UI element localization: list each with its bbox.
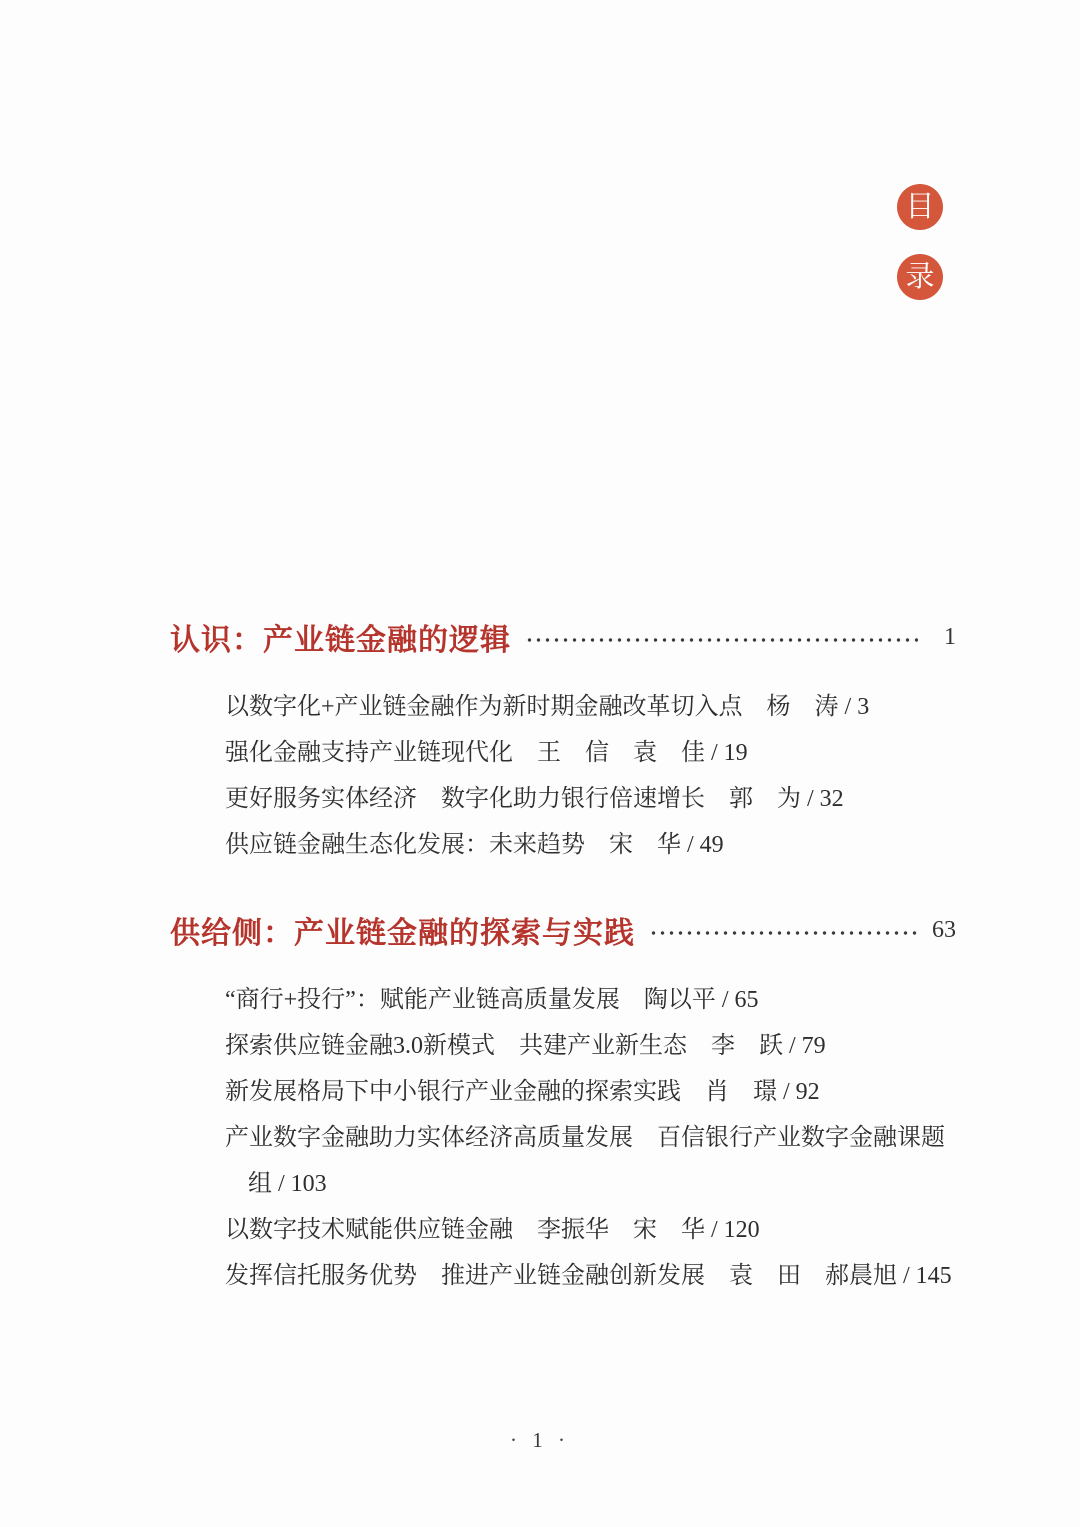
toc-entry: 以数字技术赋能供应链金融 李振华 宋 华 / 120 (225, 1217, 760, 1243)
section-page-number: 1 (944, 623, 956, 650)
toc-entry: 发挥信托服务优势 推进产业链金融创新发展 袁 田 郝晨旭 / 145 (225, 1263, 952, 1289)
toc-entry: “商行+投行”：赋能产业链高质量发展 陶以平 / 65 (225, 987, 759, 1013)
toc-entry: 探索供应链金融3.0新模式 共建产业新生态 李 跃 / 79 (225, 1033, 826, 1059)
toc-entry: 产业数字金融助力实体经济高质量发展 百信银行产业数字金融课题组 / 103 (225, 1125, 945, 1197)
section-page-number: 63 (932, 916, 956, 943)
footer-page-number: · 1 · (510, 1428, 570, 1452)
toc-entry: 新发展格局下中小银行产业金融的探索实践 肖 璟 / 92 (225, 1079, 820, 1105)
toc-section (170, 615, 956, 868)
toc-entry: 以数字化+产业链金融作为新时期金融改革切入点 杨 涛 / 3 (225, 694, 870, 720)
toc-entry: 强化金融支持产业链现代化 王 信 袁 佳 / 19 (225, 740, 748, 766)
section-title: 认识：产业链金融的逻辑 (170, 624, 511, 657)
dotted-leader (525, 638, 918, 642)
section-entries (225, 977, 956, 1299)
section-entries (225, 684, 956, 868)
toc-badge-circle-mu: 目 (897, 184, 943, 230)
toc-section (170, 908, 956, 1299)
toc-list (170, 615, 956, 1299)
toc-entry: 供应链金融生态化发展：未来趋势 宋 华 / 49 (225, 832, 724, 858)
dotted-leader (649, 931, 918, 935)
section-title: 供给侧：产业链金融的探索与实践 (170, 917, 635, 950)
toc-badge-circle-lu: 录 (897, 254, 943, 300)
toc-entry: 更好服务实体经济 数字化助力银行倍速增长 郭 为 / 32 (225, 786, 844, 812)
section-header-row (170, 908, 956, 952)
section-header-row (170, 615, 956, 659)
toc-title-badge (897, 184, 943, 300)
